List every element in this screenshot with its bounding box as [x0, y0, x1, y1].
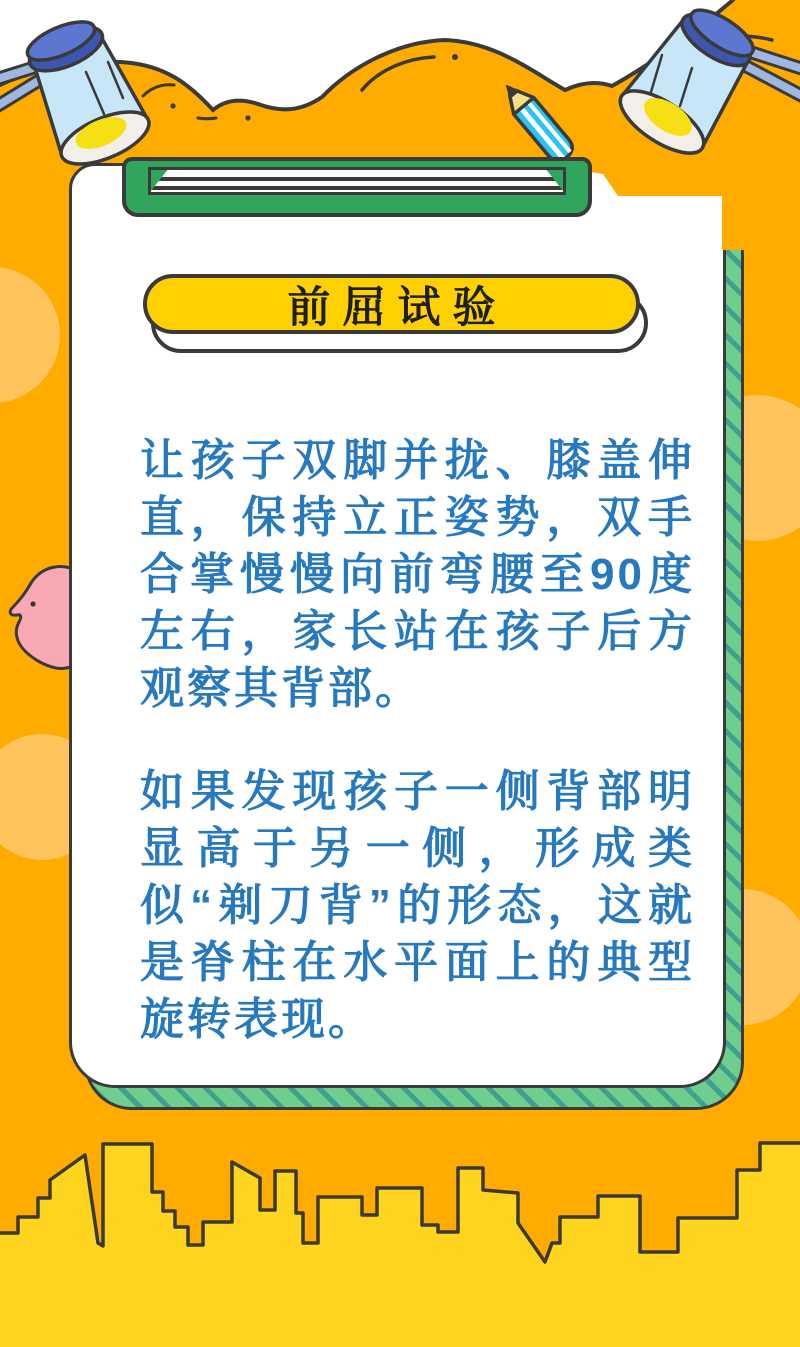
background-blob: [0, 267, 60, 403]
instruction-paragraph: 让孩子双脚并拢、膝盖伸直，保持立正姿势，双手合掌慢慢向前弯腰至90度左右，家长站在孩子后方观察其背部。: [140, 436, 695, 713]
page-title: 前屈试验: [287, 283, 508, 332]
clipboard-clip-icon: [122, 157, 592, 217]
spotlight-right-icon: [611, 2, 800, 165]
result-paragraph: 如果发现孩子一侧背部明显高于另一侧，形成类似“剃刀背”的形态，这就是脊柱在水平面上的典型旋转表现。: [140, 767, 695, 1044]
clip-slot: [148, 167, 566, 195]
title-pill: [143, 274, 640, 334]
pencil-icon: [497, 78, 577, 166]
city-skyline-icon: [0, 1127, 800, 1347]
spotlight-left-icon: [0, 14, 156, 175]
